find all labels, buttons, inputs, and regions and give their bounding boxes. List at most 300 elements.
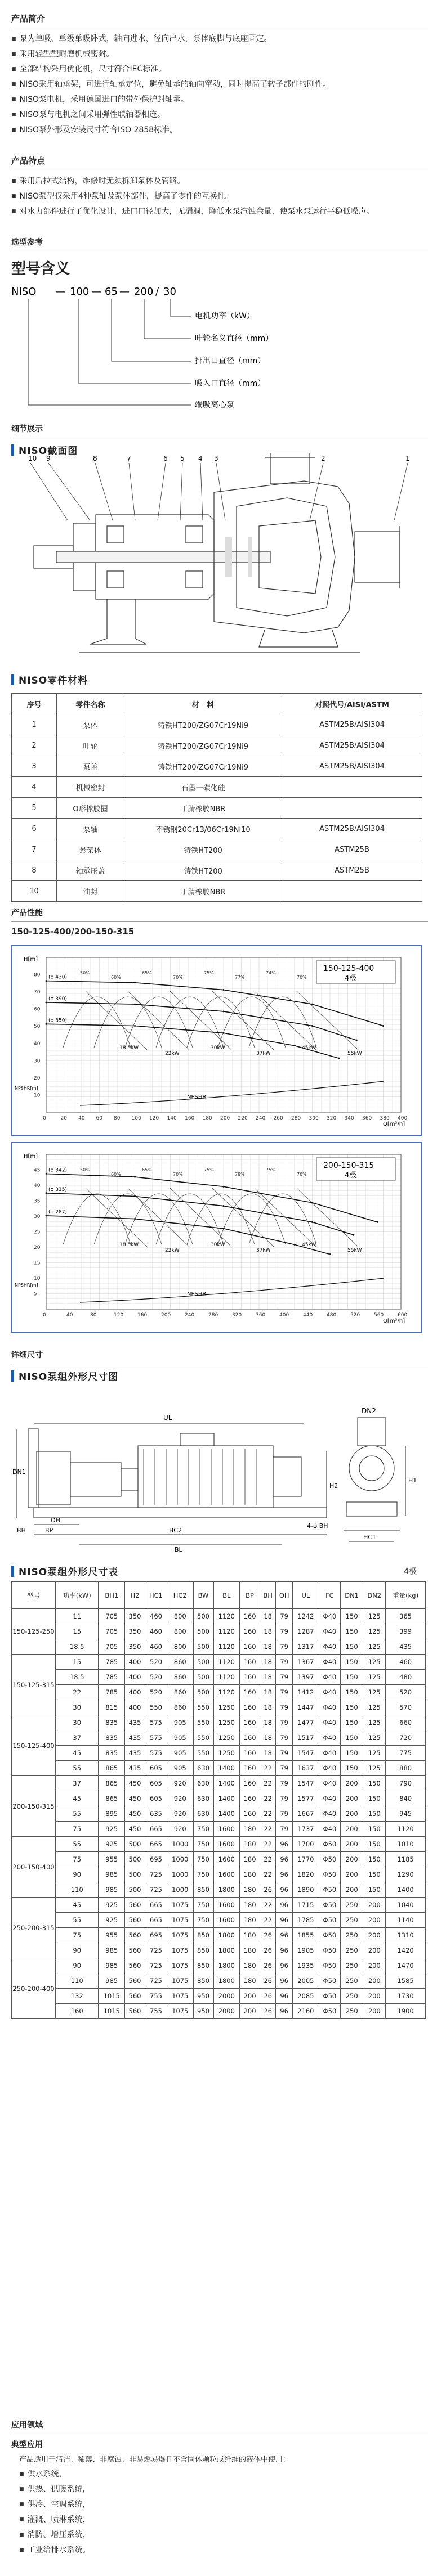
dims-table (11, 1581, 426, 2019)
materials-row (12, 881, 422, 902)
hq-point (311, 1202, 313, 1203)
intro-item (11, 92, 428, 107)
dims-cell: Φ50 (319, 1989, 340, 2004)
callout-leader (48, 463, 90, 520)
dims-cell: 785 (99, 1655, 125, 1670)
dims-cell: 1600 (213, 1898, 240, 1913)
intro-list (11, 32, 428, 138)
dims-cell: 22 (260, 1913, 276, 1928)
dims-row (12, 1639, 426, 1655)
materials-cell: 7 (12, 839, 57, 860)
dims-cell: 150 (341, 1639, 363, 1655)
dims-cell: 1400 (213, 1806, 240, 1822)
dims-cell: 200 (341, 1837, 363, 1852)
dims-header: BL (213, 1582, 240, 1609)
callout-leader (180, 463, 182, 520)
dims-cell: 865 (99, 1791, 125, 1806)
dims-cell: 955 (99, 1928, 125, 1943)
dims-cell: 500 (193, 1639, 213, 1655)
dims-header: BW (193, 1582, 213, 1609)
hq-point (353, 1234, 355, 1236)
dims-header: HC2 (167, 1582, 193, 1609)
materials-cell: 机械密封 (57, 777, 124, 798)
dims-cell: 1477 (293, 1715, 319, 1730)
x-tick-label: 200 (161, 1312, 171, 1318)
dims-cell: 920 (167, 1806, 193, 1822)
dims-cell: Φ40 (319, 1730, 340, 1746)
dims-cell: 560 (125, 1898, 145, 1913)
dims-cell: 725 (145, 1882, 167, 1898)
dims-cell: 18 (260, 1715, 276, 1730)
intro-item-text: ■ NISO泵外形及安装尺寸符合ISO 2858标准。 (19, 125, 178, 134)
application-item-text: ■ 供水系统， (27, 2470, 67, 2479)
dims-cell: 1010 (386, 1837, 426, 1852)
dims-cell: 96 (276, 1852, 293, 1867)
dims-cell: 160 (240, 1776, 260, 1791)
x-tick-label: 40 (66, 1312, 73, 1318)
dims-cell: 460 (145, 1624, 167, 1639)
dims-header: HC1 (145, 1582, 167, 1609)
application-title: 典型应用 (11, 2440, 43, 2449)
dims-row (12, 1973, 426, 1989)
materials-cell: ASTM25B/AISI304 (282, 714, 422, 735)
dims-cell: 1075 (167, 1928, 193, 1943)
dims-cell: 605 (145, 1761, 167, 1776)
efficiency-label: 77% (235, 975, 245, 980)
dims-cell: 850 (193, 1882, 213, 1898)
x-tick-label: 280 (208, 1312, 218, 1318)
dim-label-dn2: DN2 (362, 1407, 376, 1415)
hq-curve (46, 1024, 339, 1058)
dims-cell: 860 (167, 1685, 193, 1700)
dims-cell: 26 (260, 1989, 276, 2004)
dims-cell: 79 (276, 1670, 293, 1685)
dims-row (12, 1761, 426, 1776)
dim-label-h2: H2 (329, 1482, 338, 1490)
dims-cell: 1600 (213, 1852, 240, 1867)
callout-label: 4 (198, 455, 203, 462)
materials-cell: 叶轮 (57, 735, 124, 756)
application-item-text: ■ 灌溉、喷淋系统， (27, 2515, 91, 2524)
efficiency-label: 60% (111, 1172, 121, 1177)
model-exp-2: 排出口直径（mm） (195, 357, 266, 366)
dims-cell: 1000 (167, 1867, 193, 1882)
power-label: 30kW (211, 1242, 225, 1248)
x-tick-label: 520 (350, 1312, 360, 1318)
dims-drawing-title: NISO泵组外形尺寸图 (11, 1369, 428, 1383)
dims-cell: 750 (193, 1913, 213, 1928)
dims-cell: 180 (240, 1928, 260, 1943)
dims-cell: 22 (260, 1761, 276, 1776)
y-tick-label: 45 (34, 1167, 41, 1174)
dims-cell: 150 (341, 1670, 363, 1685)
dims-cell: 435 (125, 1746, 145, 1761)
hq-point (382, 1025, 384, 1027)
dims-cell: 1250 (213, 1700, 240, 1715)
intro-item (11, 77, 428, 92)
dims-cell: 90 (56, 1867, 99, 1882)
dims-cell: 125 (363, 1700, 386, 1715)
dims-cell: 880 (386, 1761, 426, 1776)
model-code-1: 100 (70, 286, 90, 298)
dims-cell: 1290 (386, 1867, 426, 1882)
efficiency-label: 75% (204, 970, 214, 975)
dims-row (12, 1655, 426, 1670)
dims-cell: 45 (56, 1746, 99, 1761)
x-tick-label: 360 (362, 1116, 372, 1121)
dims-cell: 160 (240, 1700, 260, 1715)
dims-cell: 905 (167, 1715, 193, 1730)
dims-cell: 18 (260, 1746, 276, 1761)
dims-cell: 96 (276, 1837, 293, 1852)
callout-label: 1 (405, 455, 410, 462)
dims-cell: 500 (193, 1670, 213, 1685)
dims-model-cell: 200-150-315 (12, 1776, 56, 1837)
power-curve (128, 991, 190, 1050)
dims-cell: 1140 (386, 1913, 426, 1928)
materials-cell: 泵盖 (57, 756, 124, 777)
dims-cell: 250 (341, 2004, 363, 2019)
dims-cell: 835 (99, 1715, 125, 1730)
hq-point (223, 1010, 225, 1012)
dims-cell: Φ40 (319, 1670, 340, 1685)
dims-cell: 755 (145, 1989, 167, 2004)
dims-cell: 560 (125, 1928, 145, 1943)
dims-cell: 520 (145, 1670, 167, 1685)
dims-cell: 550 (193, 1700, 213, 1715)
intro-item-text: ■ NISO泵与电机之间采用弹性联轴器相连。 (19, 110, 166, 119)
dims-cell: 695 (145, 1928, 167, 1943)
dims-row (12, 1715, 426, 1730)
application-section (11, 2419, 428, 2558)
dims-cell: 635 (145, 1806, 167, 1822)
dims-row (12, 1898, 426, 1913)
hq-point (223, 1032, 225, 1034)
materials-cell: 8 (12, 860, 57, 881)
dims-cell: Φ50 (319, 1913, 340, 1928)
dims-cell: 55 (56, 1806, 99, 1822)
svg-text:—: — (55, 286, 65, 298)
x-tick-label: 0 (43, 1312, 46, 1318)
series-label: (ϕ 287) (48, 1209, 67, 1215)
materials-cell: 不锈钢20Cr13/06Cr19Ni10 (124, 819, 282, 839)
power-label: 37kW (256, 1051, 271, 1057)
dims-cell: 125 (363, 1670, 386, 1685)
materials-cell: 3 (12, 756, 57, 777)
materials-cell (282, 798, 422, 819)
dims-cell: 1412 (293, 1685, 319, 1700)
dims-cell: 150 (341, 1746, 363, 1761)
dims-cell: Φ40 (319, 1639, 340, 1655)
application-item-text: ■ 供冷、空调系统， (27, 2500, 91, 2509)
pump-section-drawing (23, 453, 417, 661)
efficiency-label: 70% (173, 975, 183, 980)
dims-cell: 15 (56, 1655, 99, 1670)
efficiency-label: 50% (80, 1167, 90, 1172)
dims-cell: 75 (56, 1928, 99, 1943)
dim-label-holes: 4-ϕ BH (307, 1522, 328, 1530)
x-tick-label: 200 (220, 1116, 230, 1121)
dims-cell: 96 (276, 1943, 293, 1958)
dims-cell: 1185 (386, 1852, 426, 1867)
dims-cell: 160 (240, 1685, 260, 1700)
dims-header: BH (260, 1582, 276, 1609)
dims-cell: 520 (145, 1685, 167, 1700)
dims-cell: Φ40 (319, 1715, 340, 1730)
dims-row (12, 1822, 426, 1837)
dims-cell: 96 (276, 1973, 293, 1989)
dims-cell: 79 (276, 1730, 293, 1746)
dims-cell: 79 (276, 1761, 293, 1776)
dims-cell: 450 (125, 1791, 145, 1806)
x-tick-label: 140 (167, 1116, 177, 1121)
dims-row (12, 1730, 426, 1746)
y-tick-label: 40 (34, 1183, 41, 1189)
dims-cell: 785 (99, 1670, 125, 1685)
x-tick-label: 160 (185, 1116, 195, 1121)
dims-cell: 500 (125, 1882, 145, 1898)
materials-cell: 4 (12, 777, 57, 798)
y-tick-label: 15 (34, 1260, 41, 1266)
dims-cell: 150 (341, 1761, 363, 1776)
hq-point (134, 1218, 136, 1220)
y-tick-label: 20 (34, 1245, 41, 1251)
svg-text:/: / (155, 286, 159, 298)
dims-cell: 860 (167, 1655, 193, 1670)
dims-cell: 180 (240, 1852, 260, 1867)
dim-label-oh: OH (51, 1517, 60, 1524)
dims-cell: 160 (240, 1624, 260, 1639)
dims-header: OH (276, 1582, 293, 1609)
dims-cell: 55 (56, 1837, 99, 1852)
dims-cell: 1120 (213, 1685, 240, 1700)
hq-point (46, 1173, 47, 1175)
features-section (11, 155, 428, 219)
dims-cell: 79 (276, 1822, 293, 1837)
dims-cell: 985 (99, 1882, 125, 1898)
intro-item-text: ■ 泵为单吸、单级单吸卧式，轴向进水，径向出水，泵体底脚与底座固定。 (19, 34, 272, 43)
dims-cell: 1905 (293, 1943, 319, 1958)
hq-curve (46, 1193, 354, 1235)
dims-cell: 200 (363, 2004, 386, 2019)
materials-cell: 铸铁HT200/ZG07Cr19Ni9 (124, 735, 282, 756)
dims-cell: 55 (56, 1913, 99, 1928)
dims-cell: 1855 (293, 1928, 319, 1943)
dims-cell: 1800 (213, 1958, 240, 1973)
hq-point (223, 1186, 225, 1188)
x-tick-label: 100 (131, 1116, 141, 1121)
dims-cell: 150 (363, 1882, 386, 1898)
dims-cell: 26 (260, 1928, 276, 1943)
power-label: 30kW (211, 1045, 225, 1051)
dims-cell: 1120 (386, 1822, 426, 1837)
hq-point (46, 1192, 47, 1194)
dims-model-cell: 150-125-250 (12, 1609, 56, 1655)
dims-cell: 96 (276, 1867, 293, 1882)
dims-cell: 575 (145, 1715, 167, 1730)
dims-cell: 750 (193, 1852, 213, 1867)
dims-cell: 37 (56, 1730, 99, 1746)
dims-cell: 925 (99, 1913, 125, 1928)
dims-cell: 1400 (213, 1776, 240, 1791)
callout-label: 3 (214, 455, 218, 462)
chart-subtitle: 4极 (345, 974, 357, 983)
dims-cell: 96 (276, 1928, 293, 1943)
power-label: 37kW (256, 1248, 271, 1253)
dims-cell: 925 (99, 1837, 125, 1852)
x-tick-label: 120 (114, 1312, 124, 1318)
application-intro: 产品适用于清洁、稀薄、非腐蚀、非易燃易爆且不含固体颗粒或纤维的液体中使用： (19, 2456, 291, 2464)
materials-row (12, 756, 422, 777)
x-axis-label: Q[m³/h] (383, 1121, 405, 1127)
efficiency-label: 60% (111, 975, 121, 980)
dims-cell: 200 (341, 1852, 363, 1867)
dims-cell: 160 (240, 1806, 260, 1822)
dims-cell: 150 (341, 1685, 363, 1700)
dims-cell: 79 (276, 1639, 293, 1655)
dims-cell: 200 (363, 1943, 386, 1958)
dims-cell: 250 (341, 1943, 363, 1958)
dims-cell: 200 (240, 2004, 260, 2019)
dims-cell: 1000 (167, 1882, 193, 1898)
hq-point (294, 1244, 296, 1246)
dims-cell: 200 (341, 1822, 363, 1837)
dims-cell: 840 (386, 1791, 426, 1806)
x-tick-label: 400 (279, 1312, 289, 1318)
dims-cell: 90 (56, 1943, 99, 1958)
dims-cell: 550 (193, 1746, 213, 1761)
dims-cell: 1785 (293, 1913, 319, 1928)
x-axis-label: Q[m³/h] (383, 1318, 405, 1324)
hq-point (46, 1023, 47, 1025)
dims-cell: 725 (145, 1973, 167, 1989)
hq-point (46, 980, 47, 982)
hq-point (223, 1205, 225, 1207)
dims-cell: 160 (240, 1670, 260, 1685)
chart-title: 150-125-400 (323, 964, 374, 973)
materials-table (11, 693, 422, 902)
dims-cell: 2160 (293, 2004, 319, 2019)
dims-cell: 150 (363, 1806, 386, 1822)
dims-cell: 350 (125, 1624, 145, 1639)
dims-cell: 785 (99, 1685, 125, 1700)
dim-label-bh: BH (17, 1527, 26, 1534)
materials-row (12, 860, 422, 881)
dims-cell: 125 (363, 1655, 386, 1670)
dims-cell: 125 (363, 1746, 386, 1761)
dims-cell: 200 (363, 1989, 386, 2004)
dims-cell: 180 (240, 1837, 260, 1852)
dims-cell: 150 (341, 1609, 363, 1624)
dims-cell: 18.5 (56, 1670, 99, 1685)
hq-point (329, 1253, 331, 1255)
dims-row (12, 1913, 426, 1928)
dims-cell: 705 (99, 1624, 125, 1639)
materials-row (12, 798, 422, 819)
application-item-text: ■ 工业给排水系统。 (27, 2546, 91, 2555)
y-tick-label: 20 (34, 1075, 41, 1081)
dims-cell: 96 (276, 1898, 293, 1913)
model-section (11, 236, 428, 416)
dims-cell: 665 (145, 1822, 167, 1837)
dims-cell: 1737 (293, 1822, 319, 1837)
x-tick-label: 400 (398, 1116, 408, 1121)
dims-cell: 925 (99, 1898, 125, 1913)
callout-label: 7 (127, 455, 131, 462)
efficiency-label: 70% (297, 1172, 307, 1177)
dims-cell: 15 (56, 1624, 99, 1639)
dims-cell: 920 (167, 1776, 193, 1791)
dims-cell: 1667 (293, 1806, 319, 1822)
materials-cell: 铸铁HT200 (124, 860, 282, 881)
dims-cell: 18.5 (56, 1639, 99, 1655)
dims-cell: 350 (125, 1609, 145, 1624)
dims-cell: 905 (167, 1730, 193, 1746)
dims-cell: 750 (193, 1837, 213, 1852)
dims-cell: Φ40 (319, 1806, 340, 1822)
model-code-2: 65 (105, 286, 118, 298)
dims-cell: 1420 (386, 1943, 426, 1958)
power-curve (128, 1188, 190, 1247)
model-code-3: 200 (134, 286, 154, 298)
dims-row (12, 1806, 426, 1822)
application-item (19, 2497, 428, 2512)
x-tick-label: 0 (43, 1116, 46, 1121)
dims-cell: 1820 (293, 1867, 319, 1882)
dims-cell: 180 (240, 1822, 260, 1837)
materials-header: 序号 (12, 694, 57, 714)
performance-chart-1-svg (12, 946, 421, 1135)
dims-cell: 630 (193, 1776, 213, 1791)
dims-cell: 1715 (293, 1898, 319, 1913)
dims-header: 重量(kg) (386, 1582, 426, 1609)
dims-row (12, 1609, 426, 1624)
dims-cell: 1547 (293, 1746, 319, 1761)
dims-cell: 850 (193, 1928, 213, 1943)
dims-cell: 399 (386, 1624, 426, 1639)
dims-cell: 520 (386, 1685, 426, 1700)
dims-cell: 460 (386, 1655, 426, 1670)
application-item-text: ■ 消防、增压系统， (27, 2530, 91, 2539)
dims-cell: 500 (193, 1655, 213, 1670)
dims-cell: 1075 (167, 1913, 193, 1928)
dims-cell: 18 (260, 1624, 276, 1639)
dims-cell: Φ40 (319, 1822, 340, 1837)
dims-cell: 79 (276, 1624, 293, 1639)
features-title: 产品特点 (11, 156, 46, 166)
svg-text:—: — (119, 286, 130, 298)
y-tick-label: 35 (34, 1198, 41, 1204)
dims-cell: 1310 (386, 1928, 426, 1943)
efficiency-label: 70% (297, 975, 307, 980)
dims-cell: 1600 (213, 1867, 240, 1882)
feature-item-text: ■ 采用后拉式结构，维修时无须拆卸泵体及管路。 (19, 177, 185, 186)
dims-cell: 570 (386, 1700, 426, 1715)
callout-leader (95, 463, 113, 520)
y-tick-label: 40 (34, 1041, 41, 1047)
dims-cell: 630 (193, 1761, 213, 1776)
materials-cell: ASTM25B (282, 860, 422, 881)
dims-cell: 200 (363, 1973, 386, 1989)
application-item (19, 2528, 428, 2543)
dims-cell: Φ50 (319, 2004, 340, 2019)
detail-section (11, 423, 428, 457)
dims-cell: 250 (341, 1898, 363, 1913)
dims-cell: 1075 (167, 1973, 193, 1989)
callout-leader (30, 463, 68, 520)
dims-cell: 150 (341, 1655, 363, 1670)
dims-cell: 160 (240, 1609, 260, 1624)
